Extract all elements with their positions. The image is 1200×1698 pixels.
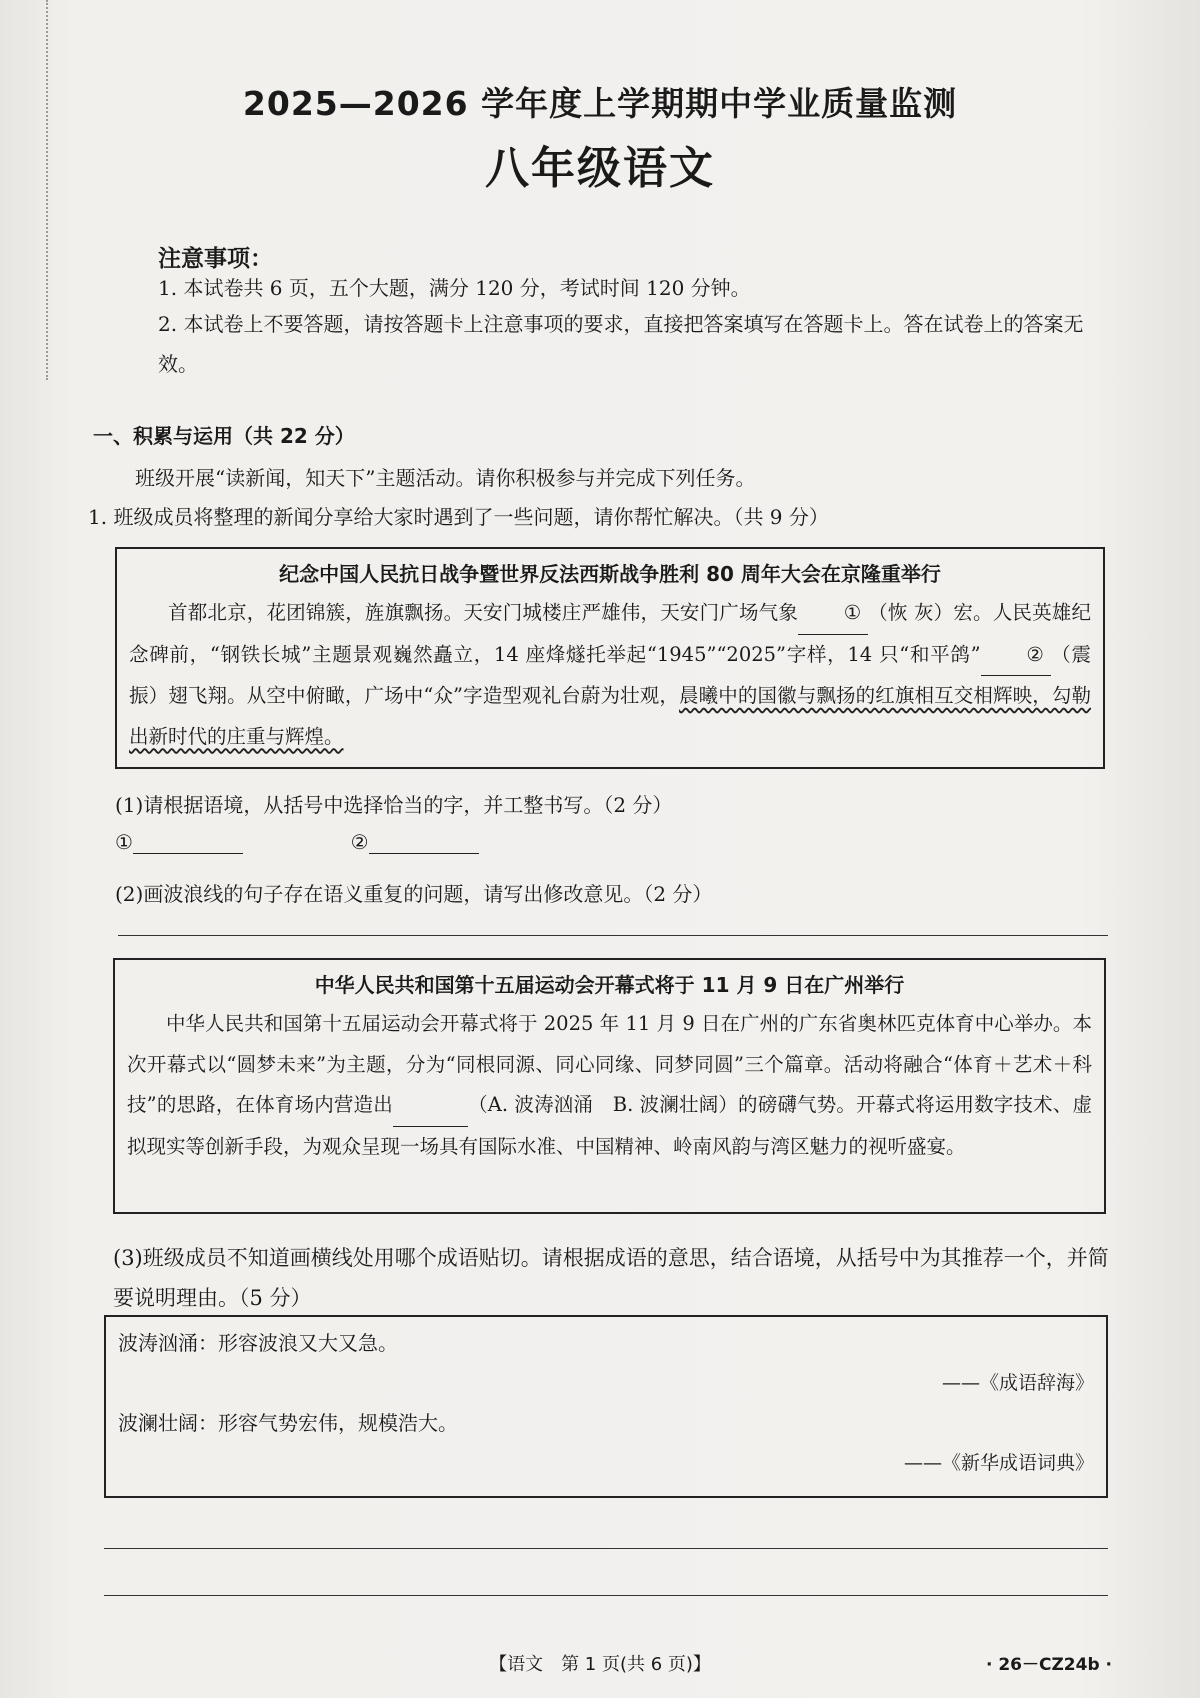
section-1-intro: 班级开展“读新闻，知天下”主题活动。请你积极参与并完成下列任务。 — [135, 466, 756, 490]
news-1-body — [129, 593, 1091, 757]
page-footer: 【语文 第 1 页(共 6 页)】 — [489, 1654, 711, 1675]
exam-code: · 26－CZ24b · — [985, 1655, 1112, 1675]
news-1-text-c: （震 振）翅飞翔。从空中俯瞰，广场中“众”字造型观礼台蔚为壮观， — [129, 642, 1091, 707]
question-1-3-prompt: (3)班级成员不知道画横线处用哪个成语贴切。请根据成语的意思，结合语境，从括号中为其推荐一个，并简要说明理由。（5 分） — [113, 1246, 1109, 1310]
idiom-source-2: ——《新华成语词典》 — [903, 1452, 1094, 1474]
section-1-heading: 一、积累与运用（共 22 分） — [93, 424, 355, 448]
note-item-2: 2. 本试卷上不要答题，请按答题卡上注意事项的要求，直接把答案填写在答题卡上。答在试卷上的答案无效。 — [158, 312, 1084, 376]
news-2-body — [127, 1004, 1092, 1167]
answer-label-2: ② — [350, 830, 369, 854]
news-1-text-b: （恢 灰）宏。人民英雄纪念碑前，“钢铁长城”主题景观巍然矗立，14 座烽燧托举起“1945”“2025”字样，14 只“和平鸽” — [129, 601, 1091, 666]
news-2-title: 中华人民共和国第十五届运动会开幕式将于 11 月 9 日在广州举行 — [314, 973, 905, 997]
answer-rule-q1-2 — [118, 935, 1108, 936]
news-1-wavy-sentence: 晨曦中的国徽与飘扬的红旗相互交相辉映，勾勒出新时代的庄重与辉煌。 — [129, 684, 1091, 748]
news-1-text-a: 首都北京，花团锦簇，旌旗飘扬。天安门城楼庄严雄伟，天安门广场气象 — [168, 601, 799, 624]
idiom-source-1: ——《成语辞海》 — [941, 1372, 1094, 1394]
note-item-1: 1. 本试卷共 6 页，五个大题，满分 120 分，考试时间 120 分钟。 — [158, 276, 751, 300]
exam-title: 2025—2026 学年度上学期期中学业质量监测 — [242, 84, 958, 123]
answer-line-2 — [369, 831, 479, 854]
news-2-text-b: （A. 波涛汹涌 B. 波澜壮阔）的磅礴气势。开幕式将运用数字技术、虚拟现实等创新手段，为观众呈现一场具有国际水准、中国精神、岭南风韵与湾区魅力的视听盛宴。 — [127, 1093, 1092, 1158]
exam-subject-title: 八年级语文 — [485, 143, 715, 194]
news-2-text-a: 中华人民共和国第十五届运动会开幕式将于 2025 年 11 月 9 日在广州的广东省奥林匹克体育中心举办。本次开幕式以“圆梦未来”为主题，分为“同根同源、同心同缘、同梦同圆”三个篇章。活动将融合“体育＋艺术＋科技”的思路，在体育场内营造出 — [127, 1012, 1092, 1116]
idiom-definition-1: 波涛汹涌：形容波浪又大又急。 — [118, 1331, 398, 1355]
news-2-blank — [393, 1085, 468, 1127]
idiom-definition-2: 波澜壮阔：形容气势宏伟，规模浩大。 — [118, 1411, 458, 1435]
idiom-definition-box — [104, 1315, 1108, 1498]
news-1-blank-1: ① — [798, 593, 868, 635]
question-1-1-answer-row — [115, 830, 479, 854]
answer-line-1 — [133, 831, 243, 854]
news-box-1 — [115, 547, 1105, 769]
notes-heading: 注意事项： — [158, 246, 273, 272]
news-1-blank-2: ② — [981, 635, 1051, 677]
answer-rule-q1-3-a — [104, 1548, 1108, 1549]
news-1-title: 纪念中国人民抗日战争暨世界反法西斯战争胜利 80 周年大会在京隆重举行 — [279, 562, 941, 586]
answer-rule-q1-3-b — [104, 1595, 1108, 1596]
question-1-prompt: 1. 班级成员将整理的新闻分享给大家时遇到了一些问题，请你帮忙解决。（共 9 分） — [88, 505, 829, 529]
answer-label-1: ① — [115, 830, 133, 854]
question-1-2-prompt: (2)画波浪线的句子存在语义重复的问题，请写出修改意见。（2 分） — [115, 882, 713, 906]
news-box-2 — [113, 958, 1106, 1214]
question-1-1-prompt: (1)请根据语境，从括号中选择恰当的字，并工整书写。（2 分） — [115, 793, 673, 817]
